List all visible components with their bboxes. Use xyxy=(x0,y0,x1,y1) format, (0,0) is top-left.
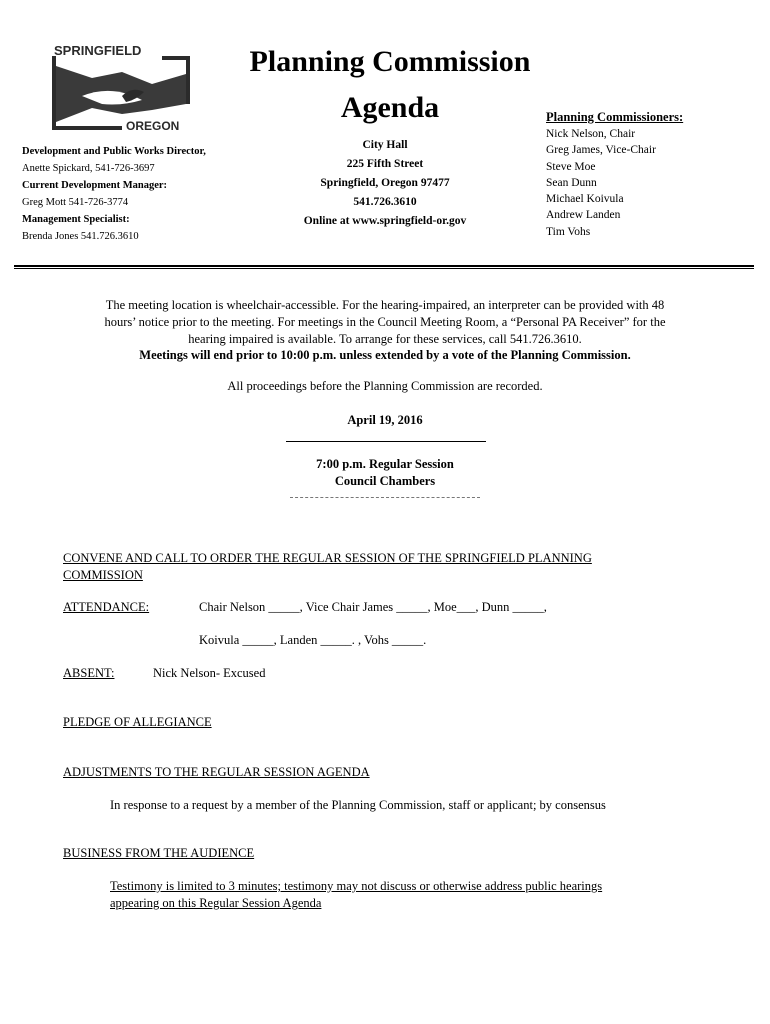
accessibility-notice xyxy=(40,297,730,364)
business-line2: appearing on this Regular Session Agenda xyxy=(110,896,322,910)
recorded-notice: All proceedings before the Planning Commission are recorded. xyxy=(227,379,543,393)
staff-5: Management Specialist: xyxy=(22,214,130,225)
commissioners-list xyxy=(546,108,683,240)
city-hall-name: City Hall xyxy=(362,139,408,151)
notice-bold-line: Meetings will end prior to 10:00 p.m. unless extended by a vote of the Planning Commission. xyxy=(139,348,631,363)
agenda-convene-line1: CONVENE AND CALL TO ORDER THE REGULAR SESSION OF THE SPRINGFIELD PLANNING xyxy=(63,551,592,565)
commissioner-item: Tim Vohs xyxy=(546,225,591,238)
adjustments-text: In response to a request by a member of the Planning Commission, staff or applicant; by consensus xyxy=(110,798,606,812)
staff-3: Current Development Manager: xyxy=(22,180,168,191)
attendance-label: ATTENDANCE: xyxy=(63,600,150,614)
springfield-logo xyxy=(52,44,190,130)
business-line1: Testimony is limited to 3 minutes; testimony may not discuss or otherwise address public hearings xyxy=(110,879,603,893)
session-separator xyxy=(290,497,480,498)
date-separator xyxy=(286,441,486,442)
city-hall-phone: 541.726.3610 xyxy=(353,196,417,208)
city-hall-website: Online at www.springfield-or.gov xyxy=(303,215,467,227)
agenda-convene-line2: COMMISSION xyxy=(63,568,143,582)
meeting-date: April 19, 2016 xyxy=(347,413,423,427)
absent-label: ABSENT: xyxy=(63,666,115,680)
notice-line: hours’ notice prior to the meeting. For meetings in the Council Meeting Room, a “Personal PA Receiver” for the xyxy=(104,314,666,329)
agenda-pledge: PLEDGE OF ALLEGIANCE xyxy=(63,715,212,729)
notice-line: hearing impaired is available. To arrange for these services, call 541.726.3610. xyxy=(188,331,582,346)
attendance-line2: Koivula _____, Landen _____. , Vohs _____. xyxy=(199,633,427,647)
commissioner-item: Sean Dunn xyxy=(546,176,597,189)
commissioners-heading: Planning Commissioners: xyxy=(546,110,684,124)
attendance-line1: Chair Nelson _____, Vice Chair James _____, Moe___, Dunn _____, xyxy=(199,600,547,614)
commissioner-item: Nick Nelson, Chair xyxy=(546,128,636,140)
commissioner-item: Michael Koivula xyxy=(546,193,624,206)
staff-1: Development and Public Works Director, xyxy=(22,146,206,157)
staff-6: Brenda Jones 541.726.3610 xyxy=(22,231,139,242)
commissioner-item: Andrew Landen xyxy=(546,209,621,222)
commissioner-item: Greg James, Vice-Chair xyxy=(546,144,656,157)
agenda-adjustments: ADJUSTMENTS TO THE REGULAR SESSION AGENDA xyxy=(63,765,370,779)
staff-2: Anette Spickard, 541-726-3697 xyxy=(22,163,155,174)
agenda-business: BUSINESS FROM THE AUDIENCE xyxy=(63,846,255,860)
commissioner-item: Steve Moe xyxy=(546,160,596,173)
logo-bottom-text: OREGON xyxy=(126,119,180,130)
notice-line: The meeting location is wheelchair-accessible. For the hearing-impaired, an interpreter can be provided with 48 xyxy=(105,298,665,312)
logo-top-text: SPRINGFIELD xyxy=(54,44,142,58)
header-divider xyxy=(14,265,754,269)
page-title-line1: Planning Commission xyxy=(249,45,531,78)
session-location: Council Chambers xyxy=(334,474,436,488)
page-title-line2: Agenda xyxy=(340,91,440,124)
city-hall-city: Springfield, Oregon 97477 xyxy=(320,177,450,189)
absent-text: Nick Nelson- Excused xyxy=(153,666,266,680)
session-time: 7:00 p.m. Regular Session xyxy=(316,457,454,471)
staff-4: Greg Mott 541-726-3774 xyxy=(22,197,129,208)
city-hall-block xyxy=(260,136,510,231)
city-hall-street: 225 Fifth Street xyxy=(346,158,424,170)
